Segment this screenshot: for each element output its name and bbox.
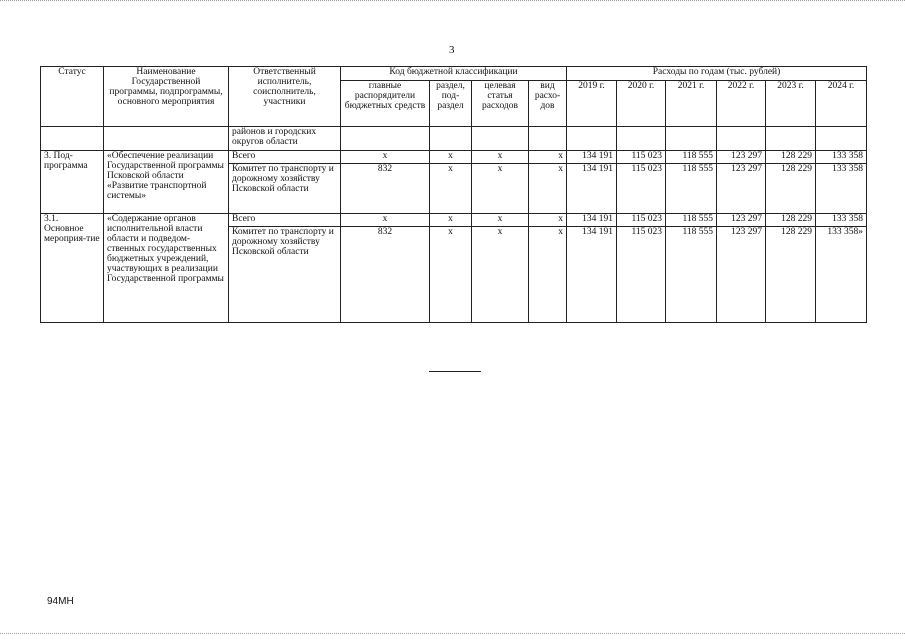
header-year-2021: 2021 г.: [666, 81, 717, 127]
header-year-2019: 2019 г.: [567, 81, 617, 127]
cell-responsible: Всего: [229, 151, 341, 164]
cell-code-target: x: [472, 226, 529, 322]
separator-line: [429, 371, 481, 372]
cell-empty: [666, 127, 717, 151]
cell-value-2020: 115 023: [617, 226, 666, 322]
cell-code-target: x: [472, 163, 529, 213]
cell-value-2022: 123 297: [717, 213, 766, 226]
cell-value-2021: 118 555: [666, 163, 717, 213]
table-row: [41, 151, 867, 164]
cell-value-2024: 133 358: [816, 213, 867, 226]
cell-value-2019: 134 191: [567, 163, 617, 213]
header-code-group: Код бюджетной классификации: [341, 67, 567, 81]
cell-value-2021: 118 555: [666, 226, 717, 322]
cell-code-target: x: [472, 151, 529, 164]
cell-responsible: районов и городских округов области: [229, 127, 341, 151]
cell-value-2024: 133 358: [816, 151, 867, 164]
cell-value-2020: 115 023: [617, 151, 666, 164]
cell-code-type: x: [529, 226, 567, 322]
header-status: Статус: [41, 67, 104, 127]
cell-name: «Обеспечение реализации Государственной программы Псковской области «Развитие транспортной системы»: [104, 151, 229, 214]
cell-value-2020: 115 023: [617, 213, 666, 226]
header-year-2023: 2023 г.: [766, 81, 816, 127]
cell-value-2022: 123 297: [717, 226, 766, 322]
cell-code-section: x: [430, 151, 472, 164]
header-code-target: целевая статья расходов: [472, 81, 529, 127]
cell-value-2023: 128 229: [766, 163, 816, 213]
cell-code-section: x: [430, 163, 472, 213]
cell-empty: [766, 127, 816, 151]
header-year-2024: 2024 г.: [816, 81, 867, 127]
cell-name: «Содержание органов исполнительной власти области и подведом-ственных государственных бюджетных учреждений, участвующих в реализации Государственной программы: [104, 213, 229, 322]
cell-value-2020: 115 023: [617, 163, 666, 213]
cell-empty: [430, 127, 472, 151]
scan-edge-top: [0, 0, 905, 4]
cell-empty: [472, 127, 529, 151]
budget-table: [40, 66, 867, 323]
cell-status: 3. Под-программа: [41, 151, 104, 214]
cell-code-main: 832: [341, 226, 430, 322]
cell-empty: [617, 127, 666, 151]
cell-responsible: Всего: [229, 213, 341, 226]
cell-value-2019: 134 191: [567, 151, 617, 164]
cell-code-section: x: [430, 213, 472, 226]
cell-empty: [816, 127, 867, 151]
cell-status: 3.1. Основное мероприя-тие: [41, 213, 104, 322]
cell-value-2023: 128 229: [766, 226, 816, 322]
cell-code-main: x: [341, 213, 430, 226]
cell-responsible: Комитет по транспорту и дорожному хозяйству Псковской области: [229, 163, 341, 213]
cell-empty: [41, 127, 104, 151]
table-row: [41, 213, 867, 226]
scan-edge-bottom: [0, 633, 905, 637]
footer-code: 94МН: [47, 596, 74, 607]
page-number: 3: [449, 44, 455, 56]
cell-empty: [717, 127, 766, 151]
cell-responsible: Комитет по транспорту и дорожному хозяйству Псковской области: [229, 226, 341, 322]
cell-empty: [529, 127, 567, 151]
header-year-2020: 2020 г.: [617, 81, 666, 127]
cell-empty: [104, 127, 229, 151]
cell-value-2024: 133 358»: [816, 226, 867, 322]
header-expenses-group: Расходы по годам (тыс. рублей): [567, 67, 867, 81]
cell-value-2021: 118 555: [666, 213, 717, 226]
cell-code-type: x: [529, 213, 567, 226]
table-row-continuation: [41, 127, 867, 151]
cell-empty: [567, 127, 617, 151]
cell-code-section: x: [430, 226, 472, 322]
header-code-main: главные распорядители бюджетных средств: [341, 81, 430, 127]
cell-code-main: 832: [341, 163, 430, 213]
cell-value-2019: 134 191: [567, 213, 617, 226]
cell-code-type: x: [529, 163, 567, 213]
cell-value-2019: 134 191: [567, 226, 617, 322]
cell-code-target: x: [472, 213, 529, 226]
cell-empty: [341, 127, 430, 151]
header-code-type: вид расхо-дов: [529, 81, 567, 127]
cell-code-main: x: [341, 151, 430, 164]
cell-code-type: x: [529, 151, 567, 164]
header-responsible: Ответственный исполнитель, соисполнитель, участники: [229, 67, 341, 127]
cell-value-2023: 128 229: [766, 151, 816, 164]
cell-value-2022: 123 297: [717, 151, 766, 164]
header-code-section: раздел, под-раздел: [430, 81, 472, 127]
cell-value-2022: 123 297: [717, 163, 766, 213]
cell-value-2021: 118 555: [666, 151, 717, 164]
cell-value-2023: 128 229: [766, 213, 816, 226]
header-year-2022: 2022 г.: [717, 81, 766, 127]
cell-value-2024: 133 358: [816, 163, 867, 213]
header-name: Наименование Государственной программы, подпрограммы, основного мероприятия: [104, 67, 229, 127]
